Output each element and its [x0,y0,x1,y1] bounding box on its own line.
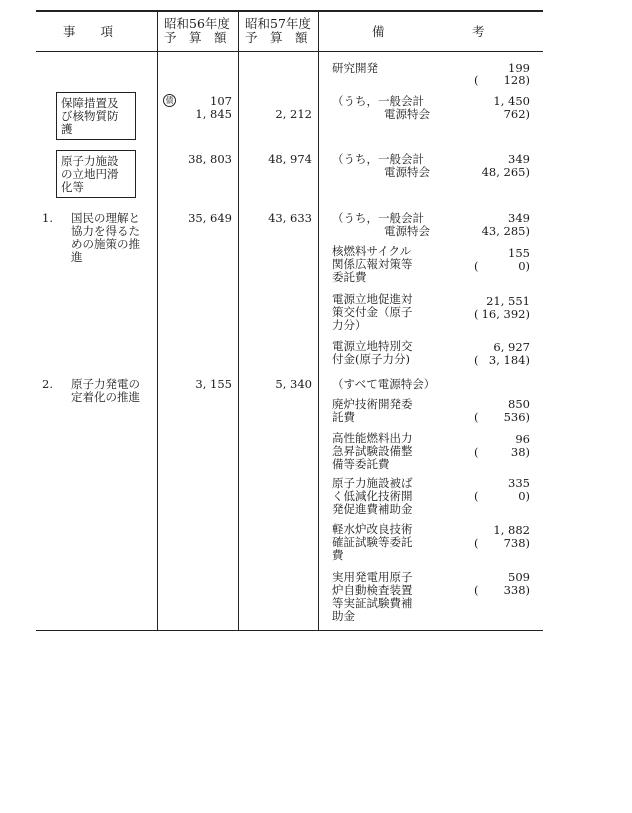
row-establish-fy56: 3, 155 [195,377,232,391]
header-item: 事 項 [63,24,114,39]
row-establish-note-c-1: 高性能燃料出力 [332,431,413,445]
row-safeguards-title-2: び核物質防 [61,109,119,123]
header-fy56-line2: 予 算 額 [164,30,227,45]
row-establish-note-f-4: 助金 [332,609,355,623]
row-establish-note-c-value-1: 96 [515,432,530,446]
column-divider-2 [238,10,239,631]
row-establish-note-all: （すべて電源特会） [332,377,436,391]
row-establish-note-f-2: 炉自動検査装置 [332,583,413,597]
row-establish-note-e-paren: ( [474,536,479,550]
row-public-fy57: 43, 633 [268,211,312,225]
row-establish-note-f-value-2: 338) [503,583,530,597]
row-establish-fy57: 5, 340 [275,377,312,391]
row-public-title-3: めの施策の推 [71,237,140,251]
row-public-note-c-value-1: 21, 551 [486,294,530,308]
row-public-note-b-paren: ( [474,259,479,273]
row-siting-note-1: （うち，一般会計 [332,152,424,166]
row-safeguards-fy56-1: 107 [210,94,232,108]
row-siting-note-value-1: 349 [508,152,530,166]
row-establish-note-d-paren: ( [474,489,479,503]
row-establish-note-b-paren: ( [474,410,479,424]
row-establish-note-b-value-1: 850 [508,397,530,411]
row-public-note-c-2: 策交付金（原子 [332,305,413,319]
row-public-note-a-2: 電源特会 [384,224,430,238]
row-siting-title-3: 化等 [61,180,84,194]
row-public-fy56: 35, 649 [188,211,232,225]
note-research-value-2: 128) [503,73,530,87]
row-public-note-c-1: 電源立地促進対 [332,292,413,306]
row-establish-note-c-3: 備等委託費 [332,457,390,471]
row-safeguards-note-value-1: 1, 450 [493,94,530,108]
row-safeguards-fy57: 2, 212 [275,107,312,121]
row-public-note-a-value-2: 43, 285) [481,224,530,238]
row-public-note-b-1: 核燃料サイクル [332,244,412,258]
row-establish-note-f-1: 実用発電用原子 [332,570,413,584]
header-fy57-line1: 昭和57年度 [245,16,311,31]
header-remarks: 備 考 [372,24,485,39]
row-siting-fy56: 38, 803 [188,152,232,166]
row-establish-note-c-paren: ( [474,445,479,459]
row-establish-note-b-value-2: 536) [503,410,530,424]
row-establish-title-2: 定着化の推進 [71,390,140,404]
row-public-note-a-1: （うち，一般会計 [332,211,424,225]
row-establish-title-1: 原子力発電の [71,377,140,391]
header-fy57-line2: 予 算 額 [245,30,308,45]
note-research-label: 研究開発 [332,61,378,75]
row-safeguards-title-1: 保障措置及 [61,96,119,110]
row-safeguards-fy56-2: 1, 845 [195,107,232,121]
row-siting-note-2: 電源特会 [384,165,430,179]
row-public-note-b-value-2: 0) [518,259,530,273]
row-establish-note-d-value-2: 0) [518,489,530,503]
header-fy56-line1: 昭和56年度 [164,16,230,31]
row-establish-note-d-value-1: 335 [508,476,530,490]
row-public-note-b-3: 委託費 [332,270,367,284]
row-establish-note-f-value-1: 509 [508,570,530,584]
row-safeguards-title-3: 護 [61,122,73,136]
row-establish-note-f-3: 等実証試験費補 [332,596,413,610]
row-public-note-a-value-1: 349 [508,211,530,225]
row-public-note-d-paren: ( [474,353,479,367]
row-public-note-d-1: 電源立地特別交 [332,339,413,353]
row-public-note-c-paren: ( [474,307,479,321]
row-establish-note-e-1: 軽水炉改良技術 [332,522,413,536]
row-establish-note-c-value-2: 38) [510,445,530,459]
row-establish-note-b-2: 託費 [332,410,355,424]
row-public-note-c-3: 力分） [332,318,367,332]
row-establish-note-e-value-1: 1, 882 [493,523,530,537]
row-siting-fy57: 48, 974 [268,152,312,166]
row-public-note-b-2: 関係広報対策等 [332,257,413,271]
row-safeguards-note-1: （うち，一般会計 [332,94,424,108]
row-establish-note-f-paren: ( [474,583,479,597]
row-establish-note-e-value-2: 738) [503,536,530,550]
row-public-title-1: 国民の理解と [71,211,140,225]
row-establish-note-e-2: 確証試験等委託 [332,535,413,549]
row-establish-number: 2. [42,377,53,391]
row-public-note-d-value-1: 6, 927 [493,340,530,354]
note-research-value-1: 199 [508,61,530,75]
row-public-number: 1. [42,211,53,225]
column-divider-1 [157,10,158,631]
row-public-note-d-value-2: 3, 184) [488,353,530,367]
row-establish-note-c-2: 急昇試験設備整 [332,444,413,458]
row-establish-note-e-3: 費 [332,548,344,562]
bond-seal-icon: 債 [163,94,176,107]
header-bottom-rule [36,51,543,52]
row-establish-note-d-3: 発促進費補助金 [332,502,413,516]
row-siting-title-2: の立地円滑 [61,167,119,181]
table-top-rule [36,10,543,12]
row-establish-note-d-1: 原子力施設被ば [332,476,413,490]
row-establish-note-d-2: く低減化技術開 [332,489,413,503]
row-siting-title-1: 原子力施設 [61,154,119,168]
table-bottom-rule [36,630,543,631]
row-public-title-4: 進 [71,250,83,264]
row-public-note-d-2: 付金(原子力分) [332,352,410,366]
row-public-title-2: 協力を得るた [71,224,140,238]
row-establish-note-b-1: 廃炉技術開発委 [332,397,413,411]
row-safeguards-note-value-2: 762) [503,107,530,121]
row-public-note-c-value-2: 16, 392) [481,307,530,321]
row-public-note-b-value-1: 155 [508,246,530,260]
row-safeguards-note-2: 電源特会 [384,107,430,121]
row-siting-note-value-2: 48, 265) [481,165,530,179]
column-divider-3 [318,10,319,631]
note-research-paren: ( [474,73,479,87]
